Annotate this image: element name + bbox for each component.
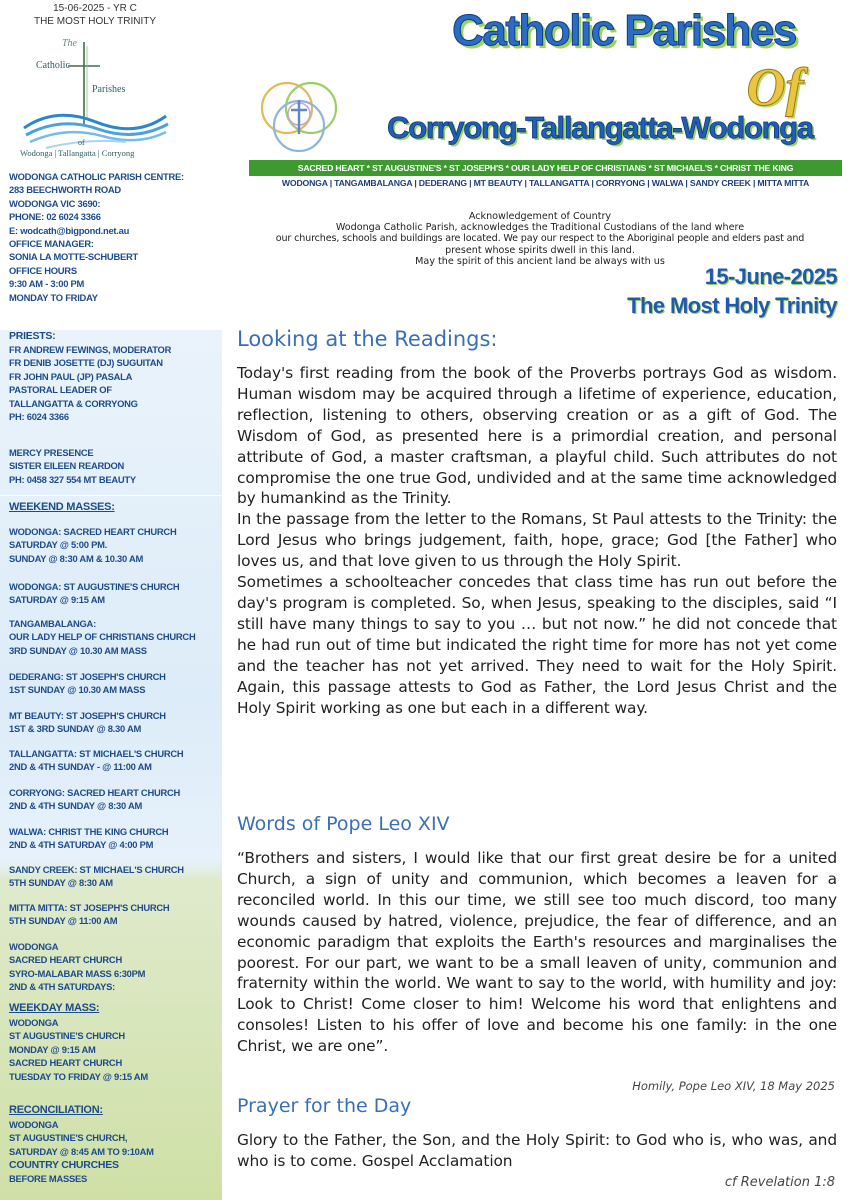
mass-church: CORRYONG: SACRED HEART CHURCH bbox=[9, 787, 181, 798]
mass-time: 3RD SUNDAY @ 10.30 AM MASS bbox=[9, 644, 147, 656]
prayer-heading: Prayer for the Day bbox=[237, 1095, 412, 1117]
mass-entry bbox=[9, 580, 219, 607]
prayer-text: Glory to the Father, the Son, and the Holy Spirit: to God who is, who was, and who is to come. Gospel Acclamation bbox=[237, 1131, 837, 1170]
ack-line: Wodonga Catholic Parish, acknowledges the Traditional Custodians of the land where bbox=[335, 222, 745, 234]
mass-entry bbox=[9, 825, 219, 852]
ack-line: present whose spirits dwell in this land. bbox=[445, 244, 635, 256]
logo-parishes-text: Parishes bbox=[92, 84, 126, 95]
parish-centre-line: 9:30 AM - 3:00 PM bbox=[9, 278, 85, 290]
logo-towns-text: Wodonga | Tallangatta | Corryong bbox=[20, 148, 135, 158]
mass-entry bbox=[9, 786, 219, 813]
readings-heading: Looking at the Readings: bbox=[237, 327, 498, 351]
parish-centre-line: 283 BEECHWORTH ROAD bbox=[9, 184, 121, 196]
mass-church: MITTA MITTA: ST JOSEPH'S CHURCH bbox=[9, 902, 170, 913]
mercy-line: MERCY PRESENCE bbox=[9, 447, 94, 458]
mass-time: 5TH SUNDAY @ 11:00 AM bbox=[9, 915, 118, 927]
interlocking-circles-cross-icon bbox=[249, 76, 353, 154]
priest-line: TALLANGATTA & CORRYONG bbox=[9, 397, 138, 409]
parish-centre-line: SONIA LA MOTTE-SCHUBERT bbox=[9, 251, 138, 263]
readings-body bbox=[237, 363, 837, 718]
pope-words-body bbox=[237, 848, 837, 1057]
sidebar-divider bbox=[0, 324, 222, 325]
mass-time: 2ND & 4TH SATURDAY @ 4:00 PM bbox=[9, 839, 154, 851]
weekday-line: TUESDAY TO FRIDAY @ 9:15 AM bbox=[9, 1070, 148, 1082]
mass-time: SUNDAY @ 8:30 AM & 10.30 AM bbox=[9, 552, 144, 564]
reconciliation-line: SATURDAY @ 8:45 AM TO 9:10AM bbox=[9, 1145, 154, 1157]
ack-line: our churches, schools and buildings are located. We pay our respect to the Aboriginal people and elders past and bbox=[275, 233, 805, 245]
mass-time: 1ST & 3RD SUNDAY @ 8.30 AM bbox=[9, 723, 142, 735]
mass-entry bbox=[9, 525, 219, 565]
mass-church: DEDERANG: ST JOSEPH'S CHURCH bbox=[9, 671, 166, 682]
mass-church: WODONGA: SACRED HEART CHURCH bbox=[9, 526, 177, 537]
mass-entry bbox=[9, 901, 219, 928]
mass-church: MT BEAUTY: ST JOSEPH'S CHURCH bbox=[9, 710, 166, 721]
logo-catholic-text: Catholic bbox=[36, 60, 70, 71]
mass-church: TANGAMBALANGA: bbox=[9, 618, 96, 629]
mass-time: SATURDAY @ 9:15 AM bbox=[9, 594, 105, 606]
prayer-body bbox=[237, 1130, 837, 1172]
weekday-mass-info bbox=[9, 1001, 219, 1083]
priest-line: FR ANDREW FEWINGS, MODERATOR bbox=[9, 344, 172, 355]
mercy-line: PH: 0458 327 554 MT BEAUTY bbox=[9, 473, 136, 485]
syro-line: 2ND & 4TH SATURDAYS: bbox=[9, 981, 115, 993]
newsletter-title: Catholic Parishes bbox=[452, 6, 796, 55]
country-churches-heading: COUNTRY CHURCHES bbox=[9, 1159, 119, 1172]
ack-title: Acknowledgement of Country bbox=[468, 211, 612, 222]
mass-entry bbox=[9, 670, 219, 697]
mass-entry bbox=[9, 709, 219, 736]
syro-line: WODONGA bbox=[9, 941, 59, 952]
towns-banner: WODONGA | TANGAMBALANGA | DEDERANG | MT BEAUTY | TALLANGATTA | CORRYONG | WALWA | SANDY CREEK | MITTA MITTA bbox=[281, 178, 810, 188]
acknowledgement-of-country bbox=[236, 211, 844, 267]
syro-line: SYRO-MALABAR MASS 6:30PM bbox=[9, 967, 146, 979]
newsletter-title-of: Of bbox=[746, 57, 804, 117]
newsletter-subtitle: Corryong-Tallangatta-Wodonga bbox=[387, 110, 813, 145]
churches-banner: SACRED HEART * ST AUGUSTINE'S * ST JOSEPH'S * OUR LADY HELP OF CHRISTIANS * ST MICHAEL'S * CHRIST THE KING bbox=[249, 160, 842, 176]
mass-time: SATURDAY @ 5:00 PM. bbox=[9, 539, 107, 551]
mercy-presence-info bbox=[9, 446, 219, 486]
mass-church: SANDY CREEK: ST MICHAEL'S CHURCH bbox=[9, 864, 184, 875]
parish-centre-line: OFFICE MANAGER: bbox=[9, 238, 94, 250]
weekend-masses-heading: WEEKEND MASSES: bbox=[9, 501, 115, 513]
parish-centre-line: MONDAY TO FRIDAY bbox=[9, 291, 98, 303]
sidebar bbox=[0, 0, 222, 1200]
mass-entry bbox=[9, 617, 219, 657]
mass-church: WODONGA: ST AUGUSTINE'S CHURCH bbox=[9, 581, 180, 592]
parish-centre-line: PHONE: 02 6024 3366 bbox=[9, 211, 101, 223]
pope-quote: “Brothers and sisters, I would like that our first great desire be for a united Church, a sign of unity and communion, which becomes a leaven for a reconciled world. In this our time, we still see too much discord, too many wounds caused by hatred, violence, prejudice, the fear of difference, and an economic paradigm that exploits the Earth's resources and marginalises the poorest. For our part, we want to be a small leaven of unity, communion and fraternity within the world. We want to say to the world, with humility and joy: Look to Christ! Come closer to him! Welcome his word that enlightens and consoles! Listen to his offer of love and become his one family: in the one Christ, we are one”. bbox=[237, 849, 837, 1056]
priest-line: PASTORAL LEADER OF bbox=[9, 384, 112, 396]
mass-church: TALLANGATTA: ST MICHAEL'S CHURCH bbox=[9, 748, 184, 759]
weekend-masses-heading-block bbox=[9, 500, 219, 515]
priest-line: FR JOHN PAUL (JP) PASALA bbox=[9, 370, 133, 382]
logo-of-text: of bbox=[78, 138, 85, 147]
issue-date: 15-June-2025 bbox=[704, 264, 837, 289]
pope-words-heading: Words of Pope Leo XIV bbox=[237, 813, 450, 835]
mass-church: OUR LADY HELP OF CHRISTIANS CHURCH bbox=[9, 631, 196, 643]
priest-line: PH: 6024 3366 bbox=[9, 411, 69, 423]
mass-entry bbox=[9, 747, 219, 774]
mass-time: 1ST SUNDAY @ 10.30 AM MASS bbox=[9, 684, 146, 696]
pope-citation: Homily, Pope Leo XIV, 18 May 2025 bbox=[632, 1079, 835, 1093]
mercy-line: SISTER EILEEN REARDON bbox=[9, 460, 125, 472]
reconciliation-line: WODONGA bbox=[9, 1119, 59, 1130]
sidebar-divider bbox=[0, 495, 222, 496]
mass-time: 5TH SUNDAY @ 8:30 AM bbox=[9, 877, 113, 889]
cross-waves-logo-icon bbox=[16, 36, 176, 160]
parish-centre-line: OFFICE HOURS bbox=[9, 264, 77, 276]
mass-time: 2ND & 4TH SUNDAY @ 8:30 AM bbox=[9, 800, 143, 812]
priests-info bbox=[9, 329, 219, 423]
mass-time: 2ND & 4TH SUNDAY - @ 11:00 AM bbox=[9, 761, 152, 773]
parish-centre-line: WODONGA CATHOLIC PARISH CENTRE: bbox=[9, 171, 184, 182]
reconciliation-line: ST AUGUSTINE'S CHURCH, bbox=[9, 1132, 128, 1144]
mass-entry bbox=[9, 863, 219, 890]
readings-paragraph: In the passage from the letter to the Romans, St Paul attests to the Trinity: the Lord Jesus who brings judgement, faith, hope, grace; God [the Father] who loves us, and that love given to us through the Holy Spirit. bbox=[237, 510, 837, 571]
weekday-line: ST AUGUSTINE'S CHURCH bbox=[9, 1030, 125, 1042]
parish-logo bbox=[16, 36, 176, 160]
country-line: BEFORE MASSES bbox=[9, 1173, 88, 1185]
priests-heading: PRIESTS: bbox=[9, 330, 56, 342]
parish-centre-line: WODONGA VIC 3690: bbox=[9, 197, 101, 209]
readings-paragraph: Sometimes a schoolteacher concedes that class time has run out before the day's program is completed. So, when Jesus, speaking to the disciples, said “I still have many things to say to you … but not now.” he did not concede that he had run out of time but indicated the right time for more has not yet come and the teacher has not yet arrived. They need to wait for the Holy Spirit. Again, this passage attests to God as Father, the Lord Jesus Christ and the Holy Spirit working as one but each in a different way. bbox=[237, 573, 837, 717]
weekday-line: MONDAY @ 9:15 AM bbox=[9, 1043, 96, 1055]
weekday-mass-heading: WEEKDAY MASS: bbox=[9, 1002, 100, 1014]
readings-paragraph: Today's first reading from the book of the Proverbs portrays God as wisdom. Human wisdom may be acquired through a lifetime of experience, education, reflection, listening to others, observing creation or as a gift of God. The Wisdom of God, as presented here is a primordial creation, and personal attribute of God, a master craftsman, a playful child. Such attributes do not compromise the one true God, undivided and at the same time acknowledged by humankind as the Trinity. bbox=[237, 364, 837, 508]
reconciliation-info bbox=[9, 1103, 219, 1186]
reconciliation-heading: RECONCILIATION: bbox=[9, 1104, 103, 1116]
syro-line: SACRED HEART CHURCH bbox=[9, 954, 122, 966]
priest-line: FR DENIB JOSETTE (DJ) SUGUITAN bbox=[9, 357, 163, 369]
mass-church: WALWA: CHRIST THE KING CHURCH bbox=[9, 826, 169, 837]
ack-line: May the spirit of this ancient land be always with us bbox=[415, 255, 665, 267]
parish-email-link[interactable]: E: wodcath@bigpond.net.au bbox=[9, 224, 130, 236]
weekday-line: SACRED HEART CHURCH bbox=[9, 1057, 122, 1069]
feast-title: The Most Holy Trinity bbox=[627, 293, 837, 318]
parish-centre-info bbox=[9, 170, 219, 304]
sidebar-feast: THE MOST HOLY TRINITY bbox=[33, 16, 157, 27]
prayer-citation: cf Revelation 1:8 bbox=[724, 1175, 835, 1190]
logo-the-text: The bbox=[62, 38, 77, 49]
syro-malabar-info bbox=[9, 940, 219, 994]
weekday-line: WODONGA bbox=[9, 1017, 59, 1028]
sidebar-date-code: 15-06-2025 - YR C bbox=[53, 3, 137, 14]
